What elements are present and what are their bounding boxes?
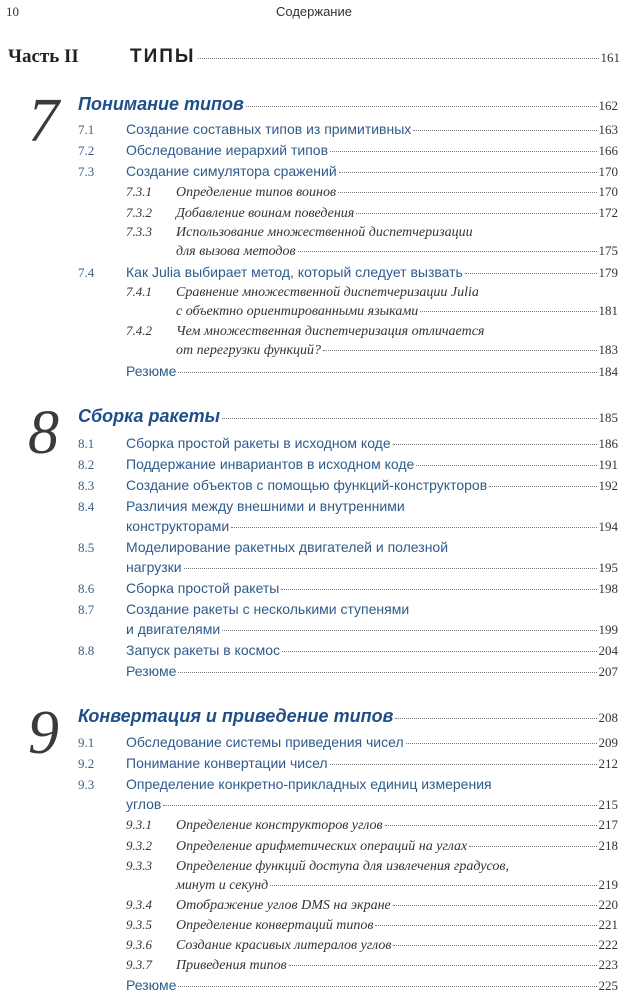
leader-dots	[385, 825, 597, 826]
chapter-title: Понимание типов	[78, 94, 244, 114]
toc-entry-continuation[interactable]	[78, 559, 618, 580]
part-row[interactable]	[130, 46, 620, 68]
toc-subentry[interactable]	[78, 284, 618, 305]
leader-dots	[222, 418, 596, 419]
toc-subentry[interactable]	[78, 184, 618, 205]
part-label: Часть II	[8, 46, 79, 67]
toc-entry[interactable]	[78, 456, 618, 477]
section-page: 170	[598, 164, 618, 179]
subsection-number: 7.3.2	[126, 205, 152, 220]
section-number: 8.5	[78, 540, 95, 555]
running-header	[6, 4, 622, 24]
section-title: Определение конкретно-прикладных единиц измерения	[126, 776, 492, 792]
leader-dots	[489, 486, 596, 487]
subsection-title: Добавление воинам поведения	[176, 206, 355, 221]
toc-summary[interactable]	[78, 663, 618, 684]
subsection-number: 7.3.3	[126, 224, 152, 239]
subsection-page: 221	[598, 917, 618, 932]
toc-entry[interactable]	[78, 539, 618, 560]
toc-entry[interactable]	[78, 642, 618, 663]
toc-subentry[interactable]	[78, 205, 618, 226]
leader-dots	[395, 718, 596, 719]
toc-entry-continuation[interactable]	[78, 796, 618, 817]
toc-entry-continuation[interactable]	[78, 518, 618, 539]
leader-dots	[231, 527, 596, 528]
subsection-number: 9.3.6	[126, 937, 152, 952]
section-title: Запуск ракеты в космос	[126, 642, 281, 658]
section-number: 7.2	[78, 143, 95, 158]
toc-entry[interactable]	[78, 734, 618, 755]
toc-subentry[interactable]	[78, 858, 618, 879]
subsection-page: 219	[598, 877, 618, 892]
section-page: 198	[598, 581, 618, 596]
toc-subentry-continuation[interactable]	[78, 877, 618, 898]
section-title: Создание объектов с помощью функций-конструкторов	[126, 477, 488, 493]
section-page: 163	[598, 122, 618, 137]
page-number: 10	[6, 4, 19, 19]
leader-dots	[339, 172, 597, 173]
subsection-page: 181	[598, 303, 618, 318]
section-number: 9.1	[78, 735, 95, 750]
toc-entry[interactable]	[78, 498, 618, 519]
leader-dots	[356, 213, 596, 214]
section-title: Сборка простой ракеты в исходном коде	[126, 435, 391, 451]
section-title: нагрузки	[126, 559, 182, 575]
subsection-title: для вызова методов	[176, 244, 296, 259]
toc-entry[interactable]	[78, 477, 618, 498]
section-title: и двигателями	[126, 621, 221, 637]
toc-entry[interactable]	[78, 163, 618, 184]
leader-dots	[298, 251, 597, 252]
section-title: Обследование системы приведения чисел	[126, 734, 404, 750]
subsection-title: Приведения типов	[176, 958, 287, 973]
leader-dots	[469, 846, 596, 847]
leader-dots	[246, 106, 597, 107]
section-page: 204	[598, 643, 618, 658]
subsection-title: Использование множественной диспетчеризации	[176, 225, 473, 240]
leader-dots	[163, 805, 596, 806]
subsection-number: 9.3.4	[126, 897, 152, 912]
toc-subentry[interactable]	[78, 957, 618, 978]
section-title: Сборка простой ракеты	[126, 580, 280, 596]
toc-subentry[interactable]	[78, 838, 618, 859]
section-number: 8.3	[78, 478, 95, 493]
toc-subentry[interactable]	[78, 897, 618, 918]
subsection-page: 217	[598, 817, 618, 832]
leader-dots	[323, 350, 596, 351]
chapter-title: Конвертация и приведение типов	[78, 706, 394, 726]
section-title: конструкторами	[126, 518, 230, 534]
subsection-title: от перегрузки функций?	[176, 343, 322, 358]
subsection-title: с объектно ориентированными языками	[176, 304, 419, 319]
section-title: Создание составных типов из примитивных	[126, 121, 412, 137]
leader-dots	[282, 651, 596, 652]
toc-entry[interactable]	[78, 580, 618, 601]
summary-title: Резюме	[126, 663, 177, 679]
subsection-page: 222	[598, 937, 618, 952]
subsection-page: 183	[598, 342, 618, 357]
leader-dots	[281, 589, 596, 590]
section-page: 192	[598, 478, 618, 493]
part-heading	[8, 46, 620, 72]
subsection-number: 7.4.1	[126, 284, 152, 299]
toc-entry[interactable]	[78, 601, 618, 622]
toc-entry[interactable]	[78, 435, 618, 456]
chapter-number: 8	[28, 399, 59, 467]
subsection-number: 9.3.1	[126, 817, 152, 832]
section-title: Различия между внешними и внутренними	[126, 498, 405, 514]
leader-dots	[330, 151, 596, 152]
section-page: 209	[598, 735, 618, 750]
chapter-page: 185	[598, 410, 618, 425]
chapter-page: 208	[598, 710, 618, 725]
section-page: 212	[598, 756, 618, 771]
part-page: 161	[600, 50, 620, 65]
summary-page: 225	[598, 978, 618, 993]
section-title: Как Julia выбирает метод, который следует вызвать	[126, 264, 463, 280]
toc-subentry[interactable]	[78, 937, 618, 958]
section-number: 7.3	[78, 164, 95, 179]
summary-page: 207	[598, 664, 618, 679]
chapter-title-row[interactable]	[78, 94, 618, 118]
subsection-title: Определение конструкторов углов	[176, 818, 383, 833]
toc-subentry-continuation[interactable]	[78, 303, 618, 324]
subsection-page: 218	[598, 838, 618, 853]
subsection-number: 9.3.3	[126, 858, 152, 873]
subsection-number: 9.3.7	[126, 957, 152, 972]
section-number: 9.2	[78, 756, 95, 771]
subsection-page: 170	[598, 184, 618, 199]
subsection-page: 175	[598, 243, 618, 258]
section-number: 8.4	[78, 499, 95, 514]
section-page: 191	[598, 457, 618, 472]
subsection-title: Отображение углов DMS на экране	[176, 898, 391, 913]
toc-subentry[interactable]	[78, 817, 618, 838]
section-page: 166	[598, 143, 618, 158]
section-number: 7.4	[78, 265, 95, 280]
leader-dots	[184, 568, 597, 569]
section-number: 7.1	[78, 122, 95, 137]
toc-subentry[interactable]	[78, 323, 618, 344]
summary-title: Резюме	[126, 977, 177, 993]
section-number: 8.2	[78, 457, 95, 472]
leader-dots	[393, 444, 597, 445]
leader-dots	[270, 885, 596, 886]
leader-dots	[375, 925, 596, 926]
toc-summary[interactable]	[78, 977, 618, 998]
toc-entry-continuation[interactable]	[78, 621, 618, 642]
section-page: 199	[598, 622, 618, 637]
summary-page: 184	[598, 364, 618, 379]
chapter-title-row[interactable]	[78, 406, 618, 430]
subsection-title: Сравнение множественной диспетчеризации Julia	[176, 285, 479, 300]
section-title: углов	[126, 796, 162, 812]
section-number: 8.7	[78, 602, 95, 617]
subsection-title: Определение конвертаций типов	[176, 918, 374, 933]
summary-title: Резюме	[126, 363, 177, 379]
running-title: Содержание	[276, 4, 352, 19]
leader-dots	[178, 986, 596, 987]
subsection-title: Определение типов воинов	[176, 185, 337, 200]
leader-dots	[222, 630, 596, 631]
section-page: 194	[598, 519, 618, 534]
section-number: 8.1	[78, 436, 95, 451]
section-number: 8.8	[78, 643, 95, 658]
section-title: Обследование иерархий типов	[126, 142, 329, 158]
subsection-title: Создание красивых литералов углов	[176, 938, 392, 953]
chapter-page: 162	[598, 98, 618, 113]
toc-subentry-continuation[interactable]	[78, 342, 618, 363]
section-title: Поддержание инвариантов в исходном коде	[126, 456, 415, 472]
section-page: 179	[598, 265, 618, 280]
section-title: Создание симулятора сражений	[126, 163, 337, 179]
subsection-title: Определение арифметических операций на углах	[176, 839, 468, 854]
section-number: 9.3	[78, 777, 95, 792]
chapter-title-row[interactable]	[78, 706, 618, 730]
section-title: Понимание конвертации чисел	[126, 755, 328, 771]
toc-entry[interactable]	[78, 264, 618, 285]
subsection-title: Определение функций доступа для извлечения градусов,	[176, 859, 509, 874]
leader-dots	[393, 905, 597, 906]
leader-dots	[178, 672, 596, 673]
chapter-number: 9	[28, 699, 59, 767]
section-page: 215	[598, 797, 618, 812]
subsection-number: 7.3.1	[126, 184, 152, 199]
leader-dots	[420, 311, 596, 312]
section-page: 195	[598, 560, 618, 575]
toc-subentry-continuation[interactable]	[78, 243, 618, 264]
leader-dots	[465, 273, 597, 274]
toc-subentry[interactable]	[78, 917, 618, 938]
subsection-number: 7.4.2	[126, 323, 152, 338]
toc-summary[interactable]	[78, 363, 618, 384]
part-title: ТИПЫ	[130, 46, 196, 67]
leader-dots	[289, 965, 597, 966]
toc-subentry[interactable]	[78, 224, 618, 245]
leader-dots	[416, 465, 596, 466]
subsection-title: минут и секунд	[176, 878, 269, 893]
leader-dots	[178, 372, 596, 373]
chapter-number: 7	[28, 87, 59, 155]
section-page: 186	[598, 436, 618, 451]
leader-dots	[198, 58, 599, 59]
leader-dots	[338, 192, 596, 193]
toc-entry[interactable]	[78, 121, 618, 142]
leader-dots	[413, 130, 596, 131]
section-title: Моделирование ракетных двигателей и полезной	[126, 539, 449, 555]
chapter-title: Сборка ракеты	[78, 406, 221, 426]
subsection-number: 9.3.5	[126, 917, 152, 932]
leader-dots	[393, 945, 596, 946]
subsection-page: 223	[598, 957, 618, 972]
subsection-page: 220	[598, 897, 618, 912]
leader-dots	[330, 764, 597, 765]
toc-entry[interactable]	[78, 776, 618, 797]
subsection-title: Чем множественная диспетчеризация отличается	[176, 324, 485, 339]
leader-dots	[406, 743, 597, 744]
subsection-number: 9.3.2	[126, 838, 152, 853]
toc-entry[interactable]	[78, 755, 618, 776]
toc-entry[interactable]	[78, 142, 618, 163]
section-number: 8.6	[78, 581, 95, 596]
subsection-page: 172	[598, 205, 618, 220]
section-title: Создание ракеты с несколькими ступенями	[126, 601, 410, 617]
